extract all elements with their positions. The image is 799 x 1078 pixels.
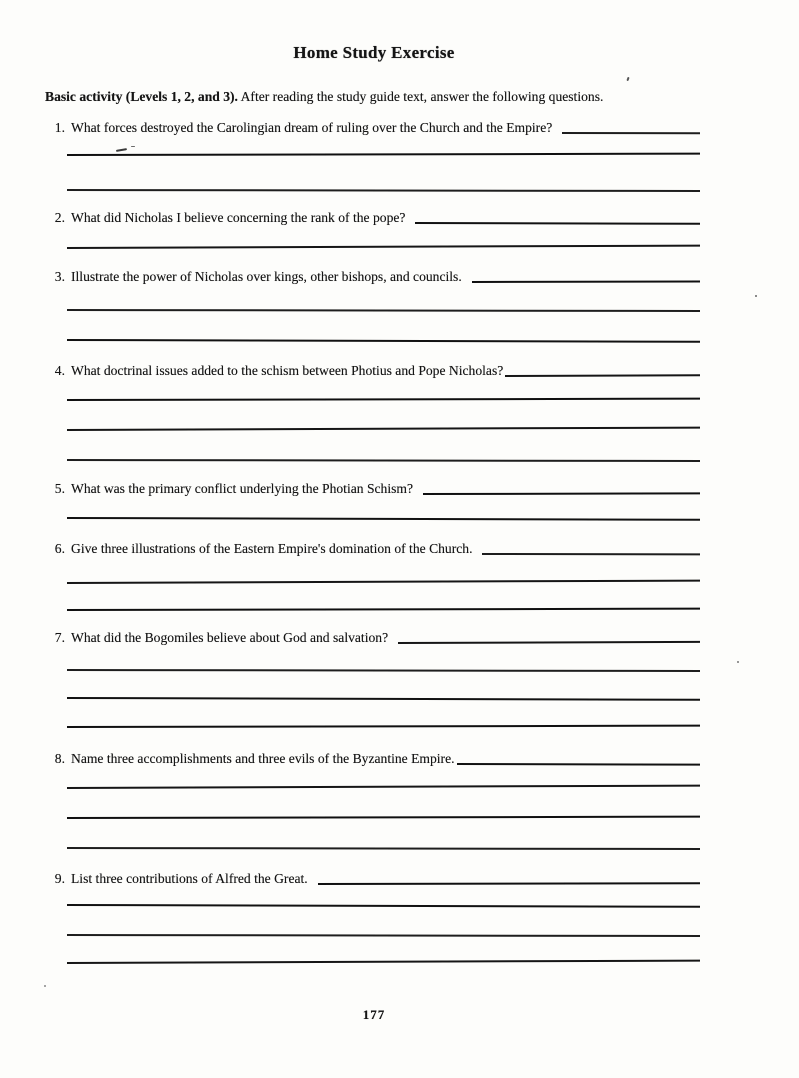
question-text: What doctrinal issues added to the schism between Photius and Pope Nicholas? (71, 363, 504, 378)
intro-paragraph (45, 89, 740, 105)
question-text: Illustrate the power of Nicholas over kings, other bishops, and councils. (71, 269, 462, 284)
question-number: 2. (54, 210, 65, 225)
question-row-9 (48, 871, 700, 886)
question-number: 4. (54, 363, 65, 378)
answer-blank-line (67, 669, 700, 672)
answer-blank-inline (472, 281, 700, 283)
answer-blank-line (67, 608, 700, 611)
question-text: Give three illustrations of the Eastern Empire's domination of the Church. (71, 541, 473, 556)
answer-blank-line (67, 517, 700, 521)
answer-blank-line (67, 904, 700, 908)
answer-blank-inline (562, 132, 700, 134)
answer-blank-line (67, 697, 700, 701)
question-text: Name three accomplishments and three evils of the Byzantine Empire. (71, 751, 455, 766)
answer-blank-line (67, 398, 700, 401)
answer-blank-line (67, 339, 700, 343)
question-row-6 (48, 541, 700, 556)
answer-blank-line (67, 785, 700, 789)
answer-blank-line (67, 934, 700, 937)
answer-blank-line (67, 245, 700, 249)
scan-speckle (626, 77, 629, 81)
answer-blank-line (67, 580, 700, 584)
question-number: 9. (54, 871, 65, 886)
intro-bold-text: Basic activity (Levels 1, 2, and 3). (45, 89, 238, 104)
question-text: List three contributions of Alfred the Great. (71, 871, 308, 886)
question-row-5 (48, 481, 700, 496)
answer-blank-line (67, 189, 700, 192)
answer-blank-inline (482, 553, 700, 555)
answer-blank-line (67, 847, 700, 850)
scan-speckle (737, 661, 739, 663)
scan-speckle (44, 985, 46, 987)
question-text: What was the primary conflict underlying the Photian Schism? (71, 481, 414, 496)
scan-speckle (131, 146, 135, 147)
answer-blank-line (67, 459, 700, 462)
answer-blank-line (67, 153, 700, 156)
question-number: 7. (54, 630, 65, 645)
question-number: 5. (54, 481, 65, 496)
answer-blank-inline (415, 222, 700, 225)
answer-blank-inline (318, 882, 700, 885)
answer-blank-inline (457, 763, 700, 766)
answer-blank-line (67, 309, 700, 312)
question-number: 8. (54, 751, 65, 766)
question-row-8 (48, 751, 700, 766)
answer-blank-line (67, 816, 700, 819)
answer-blank-line (67, 427, 700, 431)
question-text: What did the Bogomiles believe about God and salvation? (71, 630, 389, 645)
scan-speckle (116, 148, 127, 152)
question-row-4 (48, 363, 700, 378)
scan-speckle (755, 295, 757, 297)
question-row-7 (48, 630, 700, 645)
question-text: What forces destroyed the Carolingian dream of ruling over the Church and the Empire? (71, 120, 553, 135)
answer-blank-inline (398, 641, 700, 644)
page-number: 177 (362, 1007, 386, 1022)
question-text: What did Nicholas I believe concerning the rank of the pope? (71, 210, 406, 225)
question-number: 6. (54, 541, 65, 556)
answer-blank-inline (505, 374, 700, 377)
question-row-3 (48, 269, 700, 284)
answer-blank-line (67, 725, 700, 728)
intro-rest-text: After reading the study guide text, answer the following questions. (237, 89, 604, 104)
answer-blank-inline (423, 492, 700, 495)
question-row-2 (48, 210, 700, 225)
answer-blank-line (67, 960, 700, 964)
question-row-1 (48, 120, 700, 135)
page-title: Home Study Exercise (293, 43, 455, 62)
question-number: 1. (54, 120, 65, 135)
question-number: 3. (54, 269, 65, 284)
